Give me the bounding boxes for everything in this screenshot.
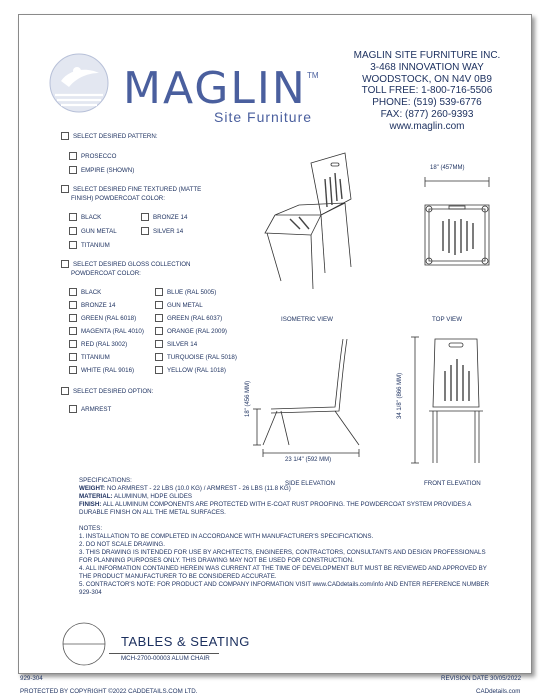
specifications-block xyxy=(79,477,499,517)
side-elevation-drawing xyxy=(251,335,379,467)
trademark-mark: TM xyxy=(307,71,319,80)
option-gloss-orange[interactable]: ORANGE (RAL 2009) xyxy=(155,327,227,335)
option-empire[interactable]: EMPIRE (SHOWN) xyxy=(69,166,134,174)
checkbox-gloss-titanium[interactable] xyxy=(69,353,77,361)
copyright-notice: PROTECTED BY COPYRIGHT ©2022 CADDETAILS.COM LTD. xyxy=(20,688,198,695)
top-width-dimension: 18" (457MM) xyxy=(430,165,465,171)
option-gloss-blue[interactable]: BLUE (RAL 5005) xyxy=(155,288,216,296)
option-fine-titanium[interactable]: TITANIUM xyxy=(69,241,110,249)
depth-dimension: 23 1/4" (592 MM) xyxy=(285,457,332,463)
isometric-view-drawing xyxy=(255,149,363,299)
checkbox-fine-silver[interactable] xyxy=(141,227,149,235)
option-gloss-bronze[interactable]: BRONZE 14 xyxy=(69,301,115,309)
spec-finish: FINISH: ALL ALUMINUM COMPONENTS ARE PROTECTED WITH E-COAT RUST PROOFING. THE POWDERCOAT SYSTEM PROVIDES A DURABLE FINISH ON ALL THE METAL SURFACES. xyxy=(79,501,472,516)
spec-material: MATERIAL: ALUMINUM, HDPE GLIDES xyxy=(79,493,192,500)
company-tollfree: TOLL FREE: 1-800-716-5506 xyxy=(361,85,493,97)
checkbox-empire[interactable] xyxy=(69,166,77,174)
checkbox-pattern[interactable] xyxy=(61,132,69,140)
company-website: www.maglin.com xyxy=(389,120,465,132)
note-item: 5. CONTRACTOR'S NOTE: FOR PRODUCT AND COMPANY INFORMATION VISIT www.CADdetails.com/info AND ENTER REFERENCE NUMBER 929-304 xyxy=(79,581,489,596)
top-view-label: TOP VIEW xyxy=(432,316,463,323)
checkbox-gloss-turquoise[interactable] xyxy=(155,353,163,361)
notes-heading: NOTES: xyxy=(79,525,103,532)
option-gloss-gunmetal[interactable]: GUN METAL xyxy=(155,301,203,309)
logo-wordmark: MAGLIN xyxy=(123,63,307,114)
isometric-view-label: ISOMETRIC VIEW xyxy=(281,316,333,323)
company-name: MAGLIN SITE FURNITURE INC. xyxy=(353,50,501,61)
checkbox-fine-bronze[interactable] xyxy=(141,213,149,221)
top-view-drawing xyxy=(403,175,507,275)
note-item: 1. INSTALLATION TO BE COMPLETED IN ACCORDANCE WITH MANUFACTURER'S SPECIFICATIONS. xyxy=(79,533,374,540)
specifications-heading: SPECIFICATIONS: xyxy=(79,477,132,484)
option-gloss-yellow[interactable]: YELLOW (RAL 1018) xyxy=(155,366,226,374)
option-fine-gunmetal[interactable]: GUN METAL xyxy=(69,227,117,235)
checkbox-prosecco[interactable] xyxy=(69,152,77,160)
option-fine-bronze[interactable]: BRONZE 14 xyxy=(141,213,187,221)
checkbox-gloss-red[interactable] xyxy=(69,340,77,348)
revision-date: REVISION DATE 30/05/2022 xyxy=(441,675,522,682)
front-elevation-label: FRONT ELEVATION xyxy=(424,480,481,487)
note-item: 3. THIS DRAWING IS INTENDED FOR USE BY ARCHITECTS, ENGINEERS, CONTRACTORS, CONSULTANTS AND DESIGN PROFESSIONALS FOR PLANNING PURPOSES ONLY. THIS DRAWING MAY NOT BE USED FOR CONSTRUCTION. xyxy=(79,549,486,564)
checkbox-gloss-black[interactable] xyxy=(69,288,77,296)
gloss-heading[interactable]: SELECT DESIRED GLOSS COLLECTION xyxy=(61,260,190,268)
option-prosecco[interactable]: PROSECCO xyxy=(69,152,116,160)
checkbox-fine-gunmetal[interactable] xyxy=(69,227,77,235)
option-fine-silver[interactable]: SILVER 14 xyxy=(141,227,183,235)
note-item: 2. DO NOT SCALE DRAWING. xyxy=(79,541,165,548)
option-fine-black[interactable]: BLACK xyxy=(69,213,101,221)
option-gloss-white[interactable]: WHITE (RAL 9016) xyxy=(69,366,134,374)
notes-block xyxy=(79,525,499,597)
option-gloss-green6037[interactable]: GREEN (RAL 6037) xyxy=(155,314,222,322)
option-gloss-magenta[interactable]: MAGENTA (RAL 4010) xyxy=(69,327,144,335)
caddetails-link[interactable]: CADdetails.com xyxy=(476,688,521,695)
company-contact-block xyxy=(337,50,517,133)
company-address-1: 3-468 INNOVATION WAY xyxy=(370,61,484,73)
front-elevation-drawing xyxy=(403,331,507,471)
checkbox-gloss[interactable] xyxy=(61,260,69,268)
option-gloss-red[interactable]: RED (RAL 3002) xyxy=(69,340,127,348)
spec-weight: WEIGHT: NO ARMREST - 22 LBS (10.0 KG) / ARMREST - 26 LBS (11.8 KG) xyxy=(79,485,291,492)
checkbox-armrest[interactable] xyxy=(69,405,77,413)
option-gloss-turquoise[interactable]: TURQUOISE (RAL 5018) xyxy=(155,353,237,361)
option-heading[interactable]: SELECT DESIRED OPTION: xyxy=(61,387,153,395)
checkbox-gloss-green6018[interactable] xyxy=(69,314,77,322)
checkbox-fine-black[interactable] xyxy=(69,213,77,221)
reference-number: 929-304 xyxy=(20,675,43,682)
logo-subtitle: Site Furniture xyxy=(214,109,313,125)
checkbox-gloss-white[interactable] xyxy=(69,366,77,374)
checkbox-gloss-gunmetal[interactable] xyxy=(155,301,163,309)
option-gloss-green6018[interactable]: GREEN (RAL 6018) xyxy=(69,314,136,322)
overall-height-dimension: 34 1/8" (866 MM) xyxy=(397,372,403,419)
drawing-sheet xyxy=(18,14,532,674)
checkbox-gloss-orange[interactable] xyxy=(155,327,163,335)
title-divider xyxy=(109,653,219,654)
option-gloss-titanium[interactable]: TITANIUM xyxy=(69,353,110,361)
maglin-emblem-icon xyxy=(47,51,111,115)
checkbox-fine-titanium[interactable] xyxy=(69,241,77,249)
checkbox-gloss-bronze[interactable] xyxy=(69,301,77,309)
checkbox-gloss-blue[interactable] xyxy=(155,288,163,296)
checkbox-fine[interactable] xyxy=(61,185,69,193)
checkbox-option[interactable] xyxy=(61,387,69,395)
option-gloss-silver[interactable]: SILVER 14 xyxy=(155,340,197,348)
title-category: TABLES & SEATING xyxy=(121,634,250,649)
checkbox-gloss-green6037[interactable] xyxy=(155,314,163,322)
fine-heading[interactable]: SELECT DESIRED FINE TEXTURED (MATTE xyxy=(61,185,201,193)
company-fax: FAX: (877) 260-9393 xyxy=(380,108,474,120)
option-gloss-black[interactable]: BLACK xyxy=(69,288,101,296)
pattern-heading[interactable]: SELECT DESIRED PATTERN: xyxy=(61,132,158,140)
checkbox-gloss-silver[interactable] xyxy=(155,340,163,348)
fine-heading-line2: FINISH) POWDERCOAT COLOR: xyxy=(71,195,165,202)
checkbox-gloss-magenta[interactable] xyxy=(69,327,77,335)
checkbox-gloss-yellow[interactable] xyxy=(155,366,163,374)
side-elevation-label: SIDE ELEVATION xyxy=(285,480,335,487)
company-address-2: WOODSTOCK, ON N4V 0B9 xyxy=(362,73,492,85)
seat-height-dimension: 18" (456 MM) xyxy=(245,380,251,417)
company-phone: PHONE: (519) 539-6776 xyxy=(372,97,482,109)
gloss-heading-line2: POWDERCOAT COLOR: xyxy=(71,270,141,277)
title-product: MCH-2700-00003 ALUM CHAIR xyxy=(121,655,210,662)
note-item: 4. ALL INFORMATION CONTAINED HEREIN WAS CURRENT AT THE TIME OF DEVELOPMENT BUT MUST BE REVIEWED AND APPROVED BY THE PRODUCT MANUFACTURER TO BE CONSIDERED ACCURATE. xyxy=(79,565,487,580)
title-circle-icon xyxy=(59,621,109,667)
option-armrest[interactable]: ARMREST xyxy=(69,405,111,413)
